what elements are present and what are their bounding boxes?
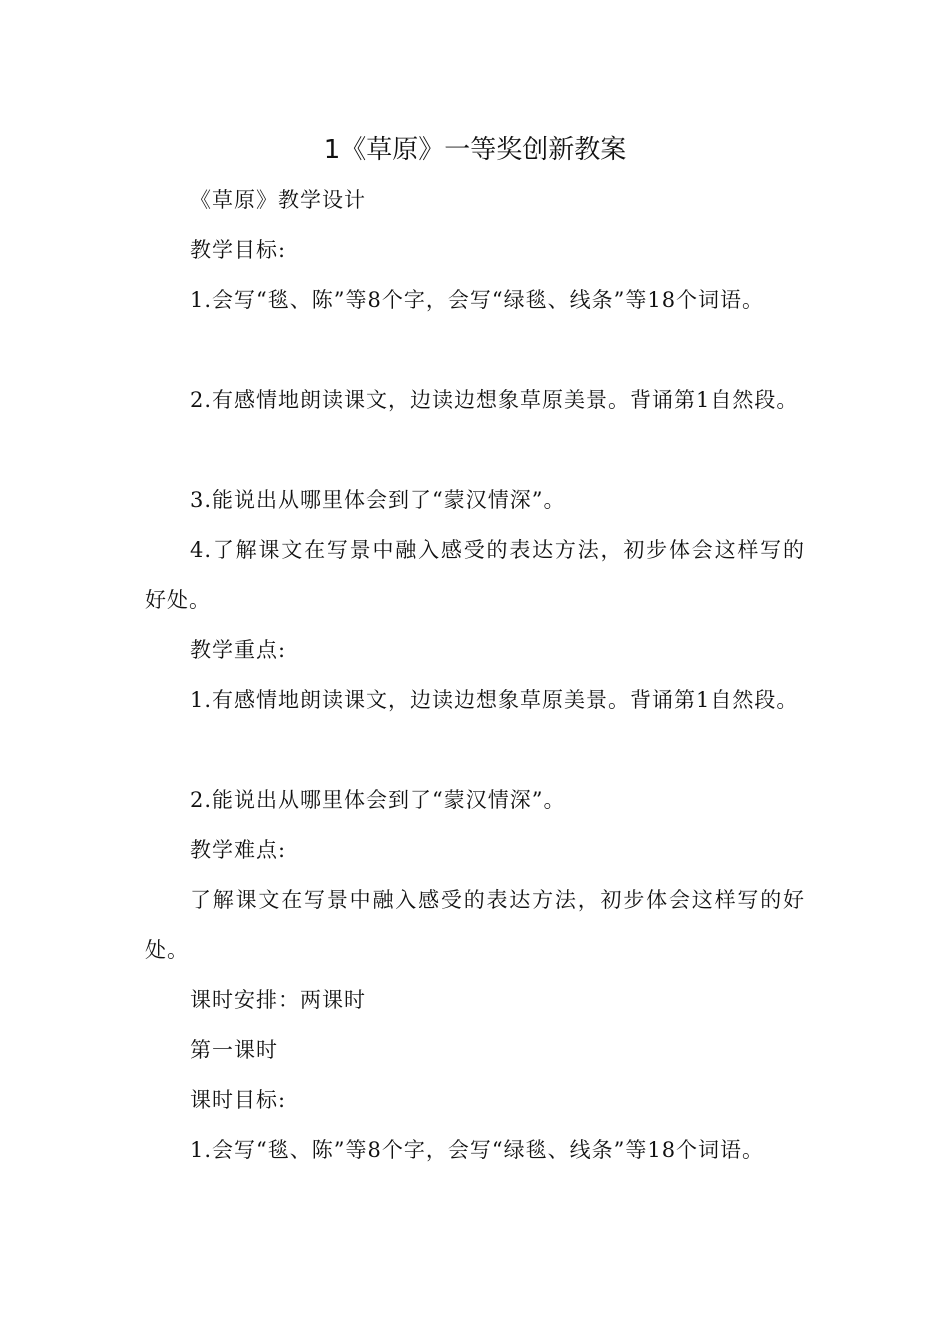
goal-item-2: 2.有感情地朗读课文，边读边想象草原美景。背诵第1自然段。: [190, 388, 799, 412]
key-point-item-1: 1.有感情地朗读课文，边读边想象草原美景。背诵第1自然段。: [190, 688, 799, 712]
heading-first-lesson: 第一课时: [190, 1038, 278, 1062]
document-title: 1《草原》一等奖创新教案: [323, 135, 627, 165]
heading-lesson-goals: 课时目标:: [190, 1088, 287, 1112]
paragraph-lesson-design: 《草原》教学设计: [190, 188, 366, 212]
heading-key-points: 教学重点:: [190, 638, 287, 662]
goal-item-3: 3.能说出从哪里体会到了“蒙汉情深”。: [190, 488, 566, 512]
difficulty-item: 了解课文在写景中融入感受的表达方法，初步体会这样写的好处。: [145, 888, 805, 962]
heading-teaching-goals: 教学目标:: [190, 238, 287, 262]
goal-item-4: 4.了解课文在写景中融入感受的表达方法，初步体会这样写的好处。: [145, 538, 805, 612]
key-point-item-2: 2.能说出从哪里体会到了“蒙汉情深”。: [190, 788, 566, 812]
goal-item-1: 1.会写“毯、陈”等8个字，会写“绿毯、线条”等18个词语。: [190, 288, 765, 312]
heading-difficulties: 教学难点:: [190, 838, 287, 862]
lesson-goal-item-1: 1.会写“毯、陈”等8个字，会写“绿毯、线条”等18个词语。: [190, 1138, 765, 1162]
schedule-line: 课时安排：两课时: [190, 988, 366, 1012]
